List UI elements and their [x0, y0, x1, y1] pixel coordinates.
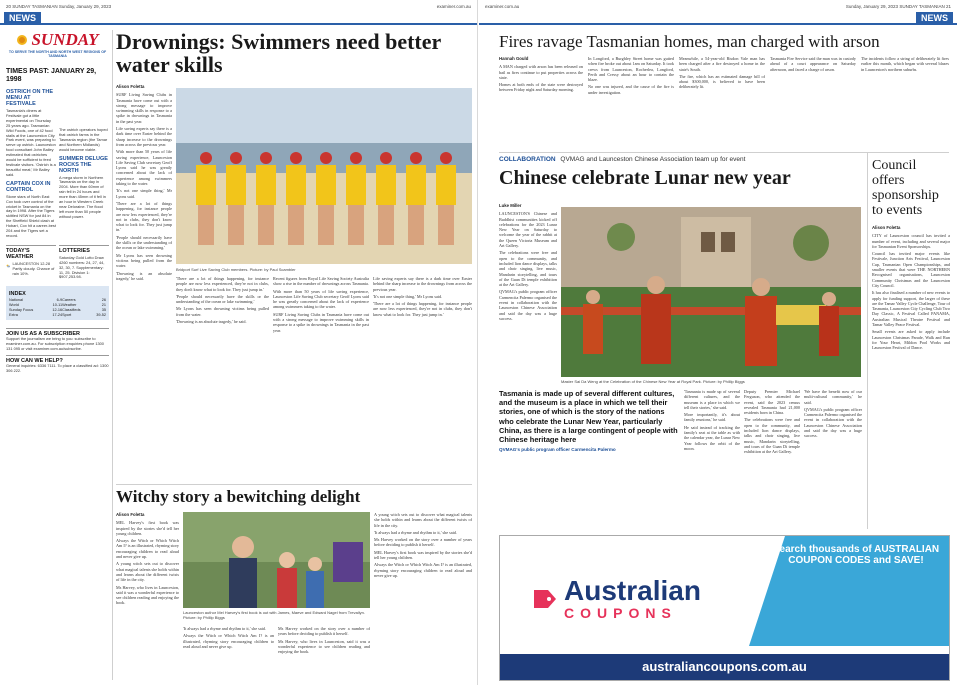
index-cell: Extra	[9, 312, 18, 317]
lifesaver-body	[226, 165, 246, 205]
story-a-para: Mr Lyons has seen drowning victims being pulled from the water.	[116, 252, 172, 269]
lifesaver-legs	[228, 205, 244, 245]
story-c-col5	[861, 56, 949, 148]
story3-head: SUMMER DELUGE ROCKS THE NORTH	[59, 155, 108, 174]
author-photo	[183, 512, 370, 608]
story-b-para: A young witch sets out to discover what magical talents she holds within and learns about the different twists of life in the city.	[116, 561, 179, 583]
lifesaver-cap	[350, 152, 362, 164]
lifesaver-body	[286, 165, 306, 205]
story-b-para: Ms Harvey worked on the story over a number of years before deciding to publish it herself.	[374, 537, 472, 548]
story-e-para: Council has invited major events like Festivale, Junction Arts Festival, Launceston Cup, Tasmanian Open Championships, and smaller events that were THE NORTHERN Recognised organisations, Launceston Community Christmas and the Launceston City Council.	[872, 251, 950, 288]
story-d-headline: Chinese celebrate Lunar new year	[499, 167, 791, 189]
story-c-headline: Fires ravage Tasmanian homes, man charged with arson	[499, 32, 880, 51]
index-cell: 39-52	[96, 312, 106, 317]
left-page	[0, 0, 478, 685]
index-cell: 26	[101, 297, 106, 302]
right-page	[479, 0, 957, 685]
index-row	[9, 312, 106, 317]
right-running-head	[485, 2, 951, 11]
right-news-bar	[479, 12, 957, 25]
story-c-para: In Longford, a Burghley Street home was gutted when fire broke out about 1am on Saturday. It took crews from Launceston, Rocherlea, Longford, Perth and Cressy about an hour to contain the blaze.	[588, 56, 674, 83]
story-e-headline: Council offers sponsorship to events	[872, 158, 939, 218]
story-a-para: 'It's not one simple thing,' Mr Lyons said.	[116, 188, 172, 199]
story-d-para: He said instead of tracking the family's seat at the table as with the calendar year, the Lunar New Year follows the orbit of the moon.	[684, 424, 740, 451]
index-cell: National	[9, 297, 23, 302]
story-c-byline: Hannah Gould	[499, 56, 529, 61]
index-cell: Weather	[62, 302, 77, 307]
right-runhead-right: Sunday, January 29, 2023 SUNDAY TASMANIAN 21	[845, 4, 951, 9]
lifesavers-illustration	[176, 88, 472, 264]
story-d-para: 'Tasmania is made up of several different cultures, and the museum is a place in which we tell their stories,' she said.	[684, 389, 740, 410]
left-runhead-left: 20 SUNDAY TASMANIAN Sunday, January 29, 2023	[6, 4, 112, 9]
story-d-byline: Luke Miller	[499, 203, 522, 208]
lifesaver-cap	[260, 152, 272, 164]
story-a-caption: Bridport Surf Live Saving Club members. Picture: by Paul Scambler	[176, 267, 296, 272]
collab-text: QVMAG and Launceston Chinese Association team up for event	[560, 156, 746, 163]
index-cell: 21	[101, 302, 106, 307]
lifesaver-legs	[408, 205, 424, 245]
lifesaver-legs	[258, 205, 274, 245]
story-c-d-divider	[499, 152, 949, 153]
partly-cloudy-icon	[6, 262, 10, 270]
subscribe-text: Support the journalism we bring to you: subscribe to examiner.com.au. For subscription enquiries phone 1300 131 095 or visit examiner.com.au/subscribe.	[6, 336, 104, 352]
lotteries-head: LOTTERIES	[59, 245, 109, 254]
story-a-byline: Alison Foletta	[116, 84, 145, 89]
story-b-col1	[116, 512, 179, 682]
story-a-para: Life saving experts say there is a dark time over Easter behind the sharp increase to the drownings from across the previous year.	[373, 276, 472, 292]
council-divider	[867, 152, 868, 529]
story-a-b-divider	[116, 484, 472, 485]
story3-text: A mega storm in Northern Tasmania on the day in 2004. More than 60mm of rain fell in 24 hours and more than 45mm of it fell in an hour in Western Creek near Deloraine. The flood left more than 50 people without power.	[59, 174, 106, 219]
sidebar	[6, 30, 109, 682]
story-c-col3	[679, 56, 765, 148]
story-c-para: A MAN charged with arson has been released on bail as fires continue to put properties across the state.	[499, 64, 583, 80]
story-b-para: Ms Harvey, who lives in Launceston, said it was a wonderful experience to see children reading and enjoying the book.	[278, 638, 370, 655]
story-d-caption: Master Sai Da Weng at the Celebration of the Chinese New Year at Royal Park. Picture: by Phillip Biggs	[561, 379, 745, 384]
story-a-para: Recent figures from Royal Life Saving Society Australia show a rise in the number of drownings across Tasmania.	[273, 276, 369, 287]
story-a-para: 'Drowning is an absolute tragedy,' he said.	[116, 270, 172, 281]
lifesaver-cap	[380, 152, 392, 164]
lifesaver-cap	[320, 152, 332, 164]
story-b-para: Ms Harvey worked on the story over a number of years before deciding to publish it herself.	[278, 626, 370, 637]
ad-brand: Australian	[564, 575, 701, 606]
lifesaver-legs	[378, 205, 394, 245]
ad-brand-sub: COUPONS	[564, 605, 677, 621]
lifesaver-body	[316, 165, 336, 205]
contact-text: General inquiries: 6336 7111. To place a classified ad: 1300 306 222.	[6, 363, 109, 373]
story-d-col1	[499, 203, 557, 403]
story-a-para: With more than 50 years of life saving experience, Launceston Life Saving Club secretary Geoff Lyons said he was greatly concerned about the lack of experience among swimmers taking to the water.	[273, 288, 369, 310]
lifesaver-legs	[438, 205, 454, 245]
pull-quote-text: Tasmania is made up of several different cultures, and the museum is a place in which we tell their stories, one of which is the story of the nations who celebrate the Lunar New Year, particularly China, as there is a large contingent of people with Chinese heritage here	[499, 389, 678, 445]
ad-url[interactable]: australiancoupons.com.au	[500, 654, 949, 680]
lifesaver-legs	[198, 205, 214, 245]
story-d-para: More importantly, it's about family reunions,' he said.	[684, 412, 740, 423]
weather-text: LAUNCESTON 12-28 Partly cloudy. Chance of rain 10%.	[12, 260, 55, 276]
lifesaver-cap	[230, 152, 242, 164]
index-cell: 35	[101, 307, 106, 312]
story-c-col2	[588, 56, 674, 148]
sunday-logo: SUNDAY	[31, 30, 99, 49]
story-c-col4	[770, 56, 856, 148]
left-runhead-right: examiner.com.au	[436, 4, 471, 9]
ad-logo	[530, 576, 701, 621]
sunday-logo-icon	[16, 34, 28, 46]
story-b-para: 'It always had a rhyme and rhythm to it,' she said.	[183, 626, 266, 631]
lifesaver-legs	[318, 205, 334, 245]
lifesaver-body	[376, 165, 396, 205]
story-b-col3	[278, 626, 370, 682]
story-e-para: Small events are asked to apply include Launceston Christmas Parade, Walk and Run for Your Heart, Mildon Pool Works and Launceston Festival of Dance.	[872, 329, 950, 351]
index-head: INDEX	[9, 291, 26, 298]
story-c-para: The incidents follow a string of deliberately lit fires earlier this month, which began with several blazes in Launceston's northern suburbs.	[861, 56, 949, 72]
story-d-col3	[744, 389, 800, 529]
story-e-para: CITY of Launceston council has invited a number of event, including and several major for Tasmanian Event Sponsorships.	[872, 233, 950, 249]
story-b-byline: Alison Foletta	[116, 512, 145, 517]
story-d-para: The celebrations were free and open to the community, and included lion dance displays, talks and choir singing, live music, Mandarin storytelling, and tours of the Guan Di temple exhibition at the Art Gallery.	[499, 250, 557, 288]
left-news-tag: NEWS	[4, 12, 41, 25]
story-b-col4	[374, 512, 472, 682]
story-c-para: Meanwhile, a 54-year-old Risdon Vale man has been charged after a fire destroyed a home in the state's South.	[679, 56, 765, 72]
story1-head: OSTRICH ON THE MENU AT FESTIVALE	[6, 89, 54, 107]
story1-text: Tasmania's diners at Festivale got a little experimental on Thursday 25 years ago. Tasmanian Wild Foods, one of 42 food stalls at the Launceston City Park event, was preparing to serve up ostrich. Launceston food consultant John Bailey estimated that ostriches would be sufficient to feed festivale visitors. 'Ostrich is a beautiful meat,' Mr Bailey said.	[6, 108, 56, 177]
right-runhead-left: examiner.com.au	[485, 4, 520, 9]
story-c-para: Tasmania Fire Service said the man was in custody ahead of a court appearance on Saturday afternoon, and faced a charge of arson.	[770, 56, 856, 72]
index-cell: World	[9, 302, 19, 307]
index-panel	[6, 286, 109, 320]
story2-head: CAPTAIN COX IN CONTROL	[6, 180, 51, 193]
story-a-para: 'There are a lot of things happening, for instance people are now less experienced, they're not in clubs, they don't know what to look for. They just jump in.'	[116, 200, 172, 233]
pull-quote	[499, 389, 679, 529]
story-c-para: The fire, which has an estimated damage bill of about $300,000, is believed to have been deliberately lit.	[679, 73, 765, 90]
story-b-para: 'It always had a rhyme and rhythm to it,' she said.	[374, 529, 457, 535]
story-d-para: QVMAG's public program officer Carmencita Palermo organised the event in collaboration with the Launceston Chinese Association and said the day was a huge success.	[804, 406, 862, 439]
story-b-para: Ms Harvey, who lives in Launceston, said it was a wonderful experience to see children reading and enjoying the book.	[116, 584, 179, 606]
story-d-para: LAUNCESTON'S Chinese and Buddhist communities kicked off celebrations for the 2023 Lunar New Year on Saturday to welcome the year of the rabbit at the Queen Victoria Museum and Art Gallery.	[499, 211, 557, 249]
story-a-para: 'People should necessarily have the skills or the understanding of the ocean or lake swimming.'	[116, 234, 172, 251]
story-d-col4	[804, 389, 862, 529]
story-a-para: 'Drowning is an absolute tragedy,' he said.	[176, 319, 247, 325]
story-b-para: Always the Witch or Which Witch Am I? is an illustrated, rhyming story encouraging children to read aloud and never give up.	[116, 538, 179, 560]
coupon-ad[interactable]	[499, 535, 950, 681]
story-c-para: No one was injured, and the cause of the fire is under investigation.	[588, 84, 674, 95]
story2-text: Stone stars of North East Cox took over control of the cricket in Tasmania on the day in 1998. After the Tigers skittled NSW for just 84 in the Sheffield Shield clash at Hobart, Cox hit a career-best 204 and the Tigers set a record.	[6, 193, 56, 238]
story-e-col	[872, 225, 950, 529]
index-table	[9, 297, 106, 317]
index-cell: 6-9	[56, 297, 63, 302]
story-a-para: 'There are a lot of things happening, for instance people are now less experienced, they're not in clubs, they don't know what to look for. They just jump in.'	[373, 301, 472, 317]
index-cell: 12-16	[52, 307, 63, 312]
story-a-col2	[176, 276, 269, 481]
lifesaver-body	[436, 165, 456, 205]
story-a-headline: Drownings: Swimmers need better water skills	[116, 29, 441, 77]
story-c-col1	[499, 56, 583, 148]
story-a-para: With more than 50 years of life saving experience, Launceston Life Saving Club secretary Geoff Lyons said he was greatly concerned about the lack of experience among swimmers taking to the water.	[116, 149, 172, 187]
story-e-para: It has also finalised a number of new events to apply for funding support, the larger of these are the Tamar Valley Cycle Challenge, Tour of Tasmania, Launceston City Cycling Club Two Day Classic, A Festival Called PANAMA, Australian Musical Theatre Festival and Tamar Valley Peace Festival.	[872, 290, 950, 328]
story-a-para: 'There are a lot of things happening, for instance people are now less experienced, they're not in clubs, they don't know what to look for. They just jump in.'	[176, 276, 269, 292]
lifesaver-body	[346, 165, 366, 205]
monks-illustration	[561, 207, 861, 377]
story-a-col1	[116, 84, 172, 482]
story-b-para: A young witch sets out to discover what magical talents she holds within and learns about the different twists of life in the city.	[374, 512, 472, 528]
ad-top-text: Search thousands of AUSTRALIAN COUPON CODES and SAVE!	[772, 544, 940, 566]
story-b-headline: Witchy story a bewitching delight	[116, 487, 361, 506]
subscribe-head: JOIN US AS A SUBSCRIBER	[6, 328, 109, 337]
lifesaver-cap	[440, 152, 452, 164]
story-b-col2	[183, 626, 274, 682]
story-b-para: Always the Witch or Which Witch Am I? is an illustrated, rhyming story encouraging children to read aloud and never give up.	[374, 562, 472, 578]
lifesaver-cap	[410, 152, 422, 164]
left-news-bar	[0, 12, 477, 25]
lifesaver-legs	[288, 205, 304, 245]
story1-text-continued: The ostrich operators hoped that ostrich farms in the Tasmania region (the Tamar and Northern Midlands) would become viable.	[59, 127, 108, 152]
story-a-para: 'People should necessarily have the skills or the understanding of the ocean or lake swimming.'	[176, 293, 269, 305]
times-past-title: TIMES PAST: JANUARY 29, 1998	[6, 68, 97, 83]
pull-quote-attrib: QVMAG's public program officer Carmencita Palermo	[499, 447, 616, 453]
lotteries-text: Saturday Gold Lotto Draw 4260 numbers: 24, 27, 44, 32, 30, 7. Supplementary: 11, 25. Division 1: $907,253.98.	[59, 254, 105, 280]
left-running-head	[6, 2, 471, 11]
index-cell: 10-11	[52, 302, 63, 307]
weather-head: TODAY'S WEATHER	[6, 245, 56, 260]
story-a-col3	[273, 276, 369, 481]
story-b-para: MEL Harvey's first book was inspired by the stories she'd tell her young children.	[374, 549, 472, 561]
story-d-para: 'We have the benefit now of our multi-cultural community,' he said.	[804, 389, 862, 405]
story-d-para: Deputy Premier Michael Ferguson, who attended the event, said the 2023 census revealed Tasmania had 21,000 residents born in China.	[744, 389, 800, 416]
lifesaver-legs	[348, 205, 364, 245]
index-cell: Careers	[62, 297, 76, 302]
story-a-para: SURF Living Saving Clubs in Tasmania have come out with a strong message to improve swimming skills in response to a spike in drownings in Tasmania in the past year.	[116, 92, 172, 124]
story-d-para: The celebrations were free and open to the community, and included lion dance displays, talks and choir singing, live music, Mandarin storytelling, and tours of the Guan Di temple exhibition at the Art Gallery.	[744, 417, 800, 455]
lifesaver-cap	[290, 152, 302, 164]
index-cell: Classifieds	[62, 307, 81, 312]
contact-head: HOW CAN WE HELP?	[6, 355, 109, 364]
lunar-new-year-photo	[561, 207, 861, 377]
logo-subline: TO SERVE THE NORTH AND NORTH WEST REGIONS OF TASMANIA	[8, 50, 107, 58]
lifesaver-body	[196, 165, 216, 205]
lifesaver-cap	[200, 152, 212, 164]
story-a-para: SURF Living Saving Clubs in Tasmania have come out with a strong message to improve swimming skills in response to a spike in drownings in Tasmania in the past year.	[273, 311, 369, 333]
lifesaver-body	[256, 165, 276, 205]
author-illustration	[183, 512, 370, 608]
story-e-byline: Alison Foletta	[872, 225, 901, 230]
story-a-para: Mr Lyons has seen drowning victims being pulled from the water.	[176, 306, 269, 317]
story-b-para: MEL Harvey's first book was inspired by the stories she'd tell her young children.	[116, 520, 179, 536]
story-a-para: Life saving experts say there is a dark time over Easter behind the sharp increase to the drownings from across the previous year.	[116, 126, 172, 147]
story-b-para: Always the Witch or Which Witch Am I? is an illustrated, rhyming story encouraging children to read aloud and never give up.	[183, 633, 274, 649]
story-d-para: QVMAG's public program officer Carmencita Palermo organised the event in collaboration with the Launceston Chinese Association and said the day was a huge success.	[499, 289, 557, 321]
story-c-para: Homes at both ends of the state were destroyed between Friday night and Saturday morning.	[499, 82, 583, 93]
index-cell: Sport	[62, 312, 72, 317]
lifesaver-body	[406, 165, 426, 205]
index-cell: 17-24	[52, 312, 63, 317]
story-a-col4	[373, 276, 472, 481]
collab-label: COLLABORATION	[499, 156, 556, 163]
right-news-tag: NEWS	[916, 12, 953, 25]
story-a-para: 'It's not one simple thing,' Mr Lyons said.	[373, 293, 443, 299]
coupon-tag-icon	[530, 584, 560, 614]
story-d-col2	[684, 389, 740, 529]
story-b-caption: Launceston author Mel Harvey's first book is out with James, Maeve and Edward Nagel from Trevallyn. Picture: by Phillip Biggs	[183, 610, 365, 620]
sidebar-divider	[112, 30, 113, 680]
lifesavers-photo	[176, 88, 472, 264]
index-cell: Sunday Focus	[9, 307, 34, 312]
